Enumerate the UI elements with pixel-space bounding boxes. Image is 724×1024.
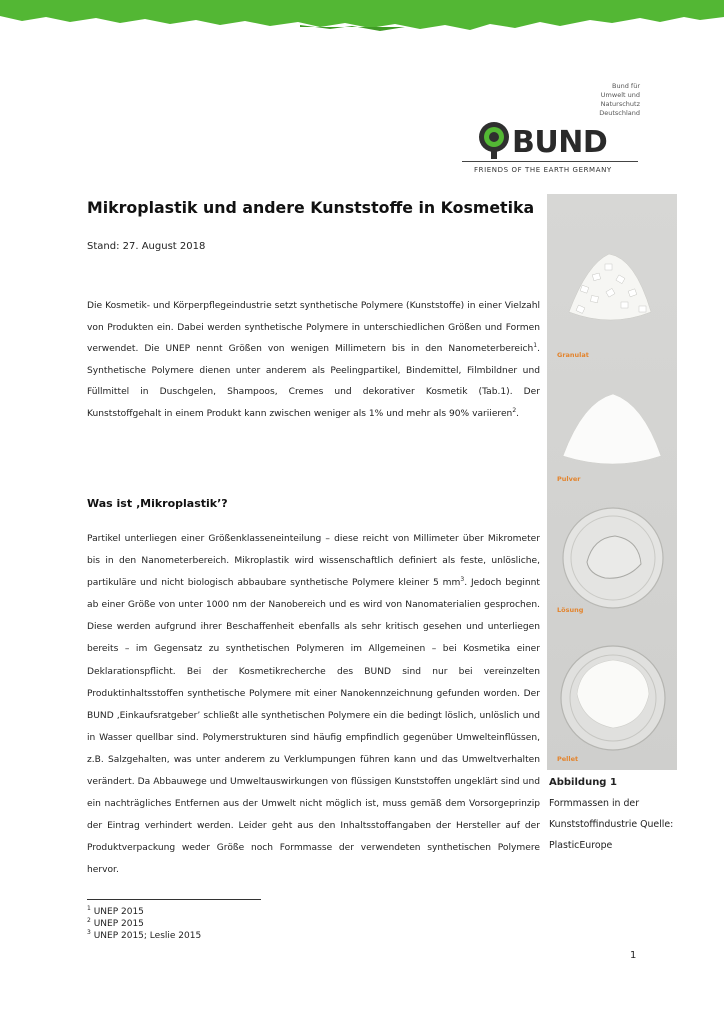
footnote-divider: [87, 899, 261, 900]
brand-small-line: Umwelt und: [600, 91, 640, 99]
footnote-number: 1: [87, 905, 91, 912]
photo-label-pulver: Pulver: [557, 475, 581, 483]
footnote-number: 3: [87, 929, 91, 936]
footnotes: [87, 906, 201, 942]
footnote-ref: 1: [533, 341, 538, 349]
bund-logo: [460, 76, 640, 178]
intro-paragraph: [87, 296, 540, 425]
brand-divider: [462, 161, 638, 162]
document-date: Stand: 27. August 2018: [87, 241, 206, 252]
figure-caption: [549, 772, 719, 856]
green-header-band: [0, 0, 724, 36]
paragraph-text: . Synthetische Polymere dienen unter anderem als Peelingpartikel, Bindemittel, Filmbildner und Füllmittel in Duschgelen, Shampoos, Cremes und dekorativer Kosmetik (Tab.1). Der Kunststoffgehalt in einem Produkt kann zwischen weniger als 1% und mehr als 90% variieren: [87, 344, 540, 419]
footnote-text: UNEP 2015: [93, 907, 144, 917]
footnote: [87, 930, 201, 942]
photo-label-pellet: Pellet: [557, 755, 579, 763]
paragraph-text: Die Kosmetik- und Körperpflegeindustrie setzt synthetische Polymere (Kunststoffe) in einer Vielzahl von Produkten ein. Dabei werden synthetische Polymere in unterschiedlichen Größen und Formen verwendet. Die UNEP nennt Größen von wenigen Millimetern bis in den Nanometerbereich: [87, 301, 540, 354]
photo-label-granulat: Granulat: [557, 351, 589, 359]
brand-name: BUND: [512, 125, 608, 160]
document-title: Mikroplastik und andere Kunststoffe in Kosmetika: [87, 198, 535, 217]
brand-small-line: Deutschland: [599, 109, 640, 117]
section-heading: Was ist ‚Mikroplastik’?: [87, 497, 228, 510]
footnote-number: 2: [87, 917, 91, 924]
brand-small-line: Naturschutz: [600, 100, 640, 108]
footnote: [87, 906, 201, 918]
paragraph-text: Partikel unterliegen einer Größenklasseneinteilung – diese reicht von Millimeter über Mikrometer bis in den Nanometerbereich. Mikroplastik wird wissenschaftlich definiert als feste, unlösliche, partikuläre und nicht biologisch abbaubare synthetische Polymere kleiner 5 mm: [87, 534, 540, 589]
plastic-forms-photo: [547, 194, 677, 770]
footnote-ref: 2: [512, 406, 517, 414]
brand-tagline: FRIENDS OF THE EARTH GERMANY: [474, 166, 612, 174]
footnote-text: UNEP 2015; Leslie 2015: [93, 931, 202, 941]
footnote-ref: 3: [460, 576, 465, 584]
brand-address: [599, 82, 640, 118]
figure-caption-text: Formmassen in der Kunststoffindustrie Quelle: PlasticEurope: [549, 798, 674, 851]
paragraph-text: . Jedoch beginnt ab einer Größe von unter 1000 nm der Nanobereich und es wird von Nanomaterialien gesprochen. Diese werden aufgrund ihrer Beschaffenheit ebenfalls als sehr kritisch gesehen und unterliegen bereits – im Gegensatz zu synthetischen Polymeren im Allgemeinen – bei Kosmetika einer Deklarationspflicht. Bei der Kosmetikrecherche des BUND sind nur bei vereinzelten Produktinhaltsstoffen synthetische Polymere mit einer Nanokennzeichnung gefunden worden. Der BUND ‚Einkaufsratgeber’ schließt alle synthetischen Polymere ein die bedingt löslich, unlöslich und in Wasser quellbar sind. Polymerstrukturen sind häufig empfindlich gegenüber Umwelteinflüssen, z.B. Salzgehalten, was unter anderem zu Verklumpungen führen kann und das Umweltverhalten verändert. Da Abbauwege und Umweltauswirkungen von flüssigen Kunststoffen ungeklärt sind und ein nachträgliches Entfernen aus der Umwelt nicht möglich ist, muss gemäß dem Vorsorgeprinzip der Eintrag verhindert werden. Leider geht aus den Inhaltsstoffangaben der Hersteller auf der Produktverpackung weder Größe noch Formmasse der verwendeten synthetischen Polymere hervor.: [87, 578, 540, 876]
footnote-text: UNEP 2015: [93, 919, 144, 929]
bund-tree-icon: [476, 120, 512, 160]
brand-small-line: Bund für: [612, 82, 640, 90]
section-paragraph: [87, 528, 540, 882]
paragraph-text: .: [516, 408, 520, 419]
photo-label-loesung: Lösung: [557, 606, 584, 614]
page-number: 1: [630, 950, 637, 961]
footnote: [87, 918, 201, 930]
figure-caption-title: Abbildung 1: [549, 777, 617, 788]
